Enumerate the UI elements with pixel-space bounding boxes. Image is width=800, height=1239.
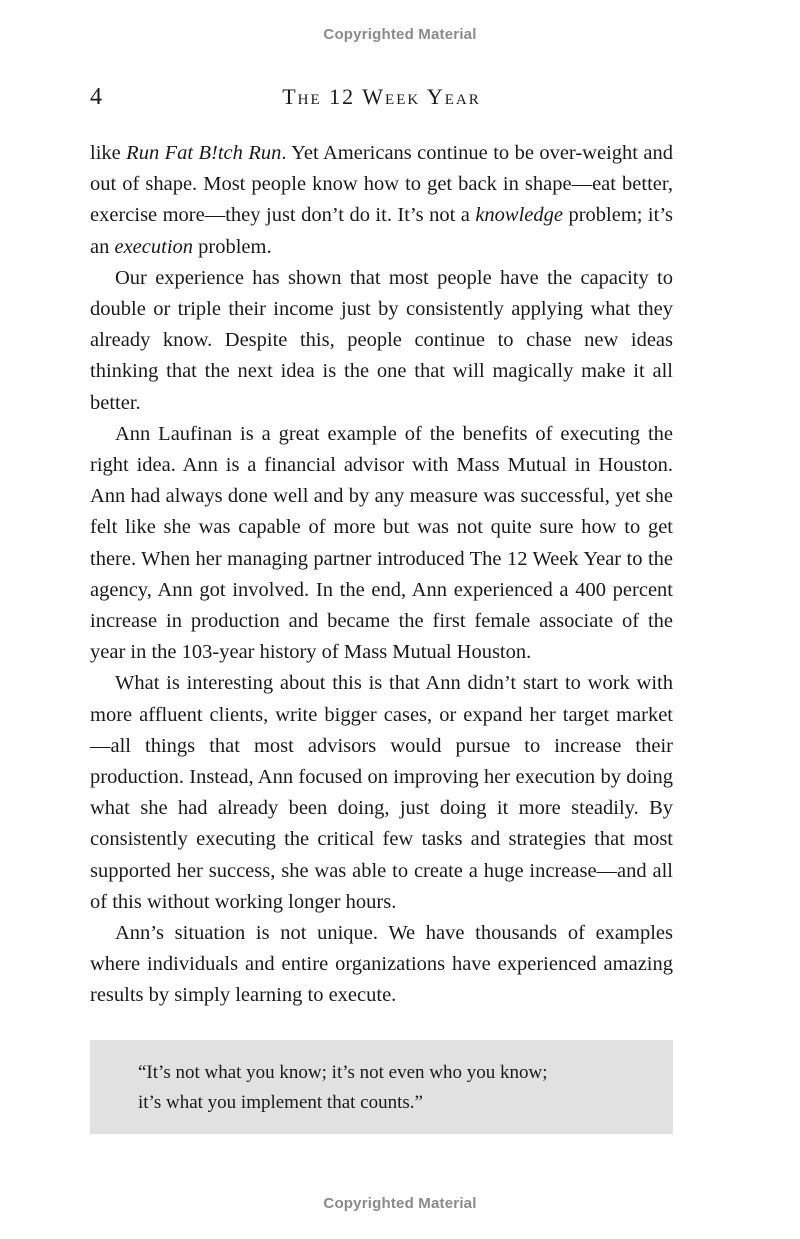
paragraph-3: Ann Laufinan is a great example of the benefits of executing the right idea. Ann is a financial advisor with Mass Mutual in Houston. Ann had always done well and by any measure was successful, yet she felt like she was capable of more but was not quite sure how to get there. When her managing partner introduced The 12 Week Year to the agency, Ann got involved. In the end, Ann experienced a 400 percent increase in production and became the first female associate of the year in the 103-year history of Mass Mutual Houston. [90, 422, 673, 664]
knowledge-italic: knowledge [475, 204, 563, 227]
paragraph-5: Ann’s situation is not unique. We have thousands of examples where individuals and entire organizations have experienced amazing results by simply learning to execute. [90, 922, 673, 1007]
running-title: The 12 Week Year [282, 84, 481, 109]
paragraph-1-post: problem. [193, 235, 272, 258]
pull-quote-box [90, 1040, 673, 1134]
page-number: 4 [90, 84, 102, 110]
paragraph-1-pre: like [90, 142, 127, 164]
pull-quote-line-1: “It’s not what you know; it’s not even who you know; [138, 1062, 548, 1083]
running-head [90, 82, 673, 112]
paragraph-4: What is interesting about this is that Ann didn’t start to work with more affluent clients, write bigger cases, or expand her target market—all things that most advisors would pursue to increase their production. Instead, Ann focused on improving her execution by doing what she had already been doing, just doing it more steadily. By consistently executing the critical few tasks and strategies that most supported her success, she was able to create a huge increase—and all of this without working longer hours. [90, 672, 673, 913]
copyright-watermark-top: Copyrighted Material [323, 26, 477, 43]
paragraph-1 [90, 138, 673, 263]
pull-quote-line-2: it’s what you implement that counts.” [138, 1092, 423, 1113]
paragraph-1-mid2: problem; it’s an [90, 204, 673, 258]
paragraph-2: Our experience has shown that most people have the capacity to double or triple their income just by consistently applying what they already know. Despite this, people continue to chase new ideas thinking that the next idea is the one that will magically make it all better. [90, 266, 673, 414]
copyright-watermark-bottom: Copyrighted Material [323, 1195, 477, 1212]
paragraph-1-mid: . Yet Americans continue to be over-weight and out of shape. Most people know how to get back in shape—eat better, exercise more—they just don’t do it. It’s not a [90, 142, 673, 227]
execution-italic: execution [114, 235, 194, 258]
body-text [90, 138, 673, 1012]
book-title-italic: Run Fat B!tch Run [126, 142, 282, 164]
